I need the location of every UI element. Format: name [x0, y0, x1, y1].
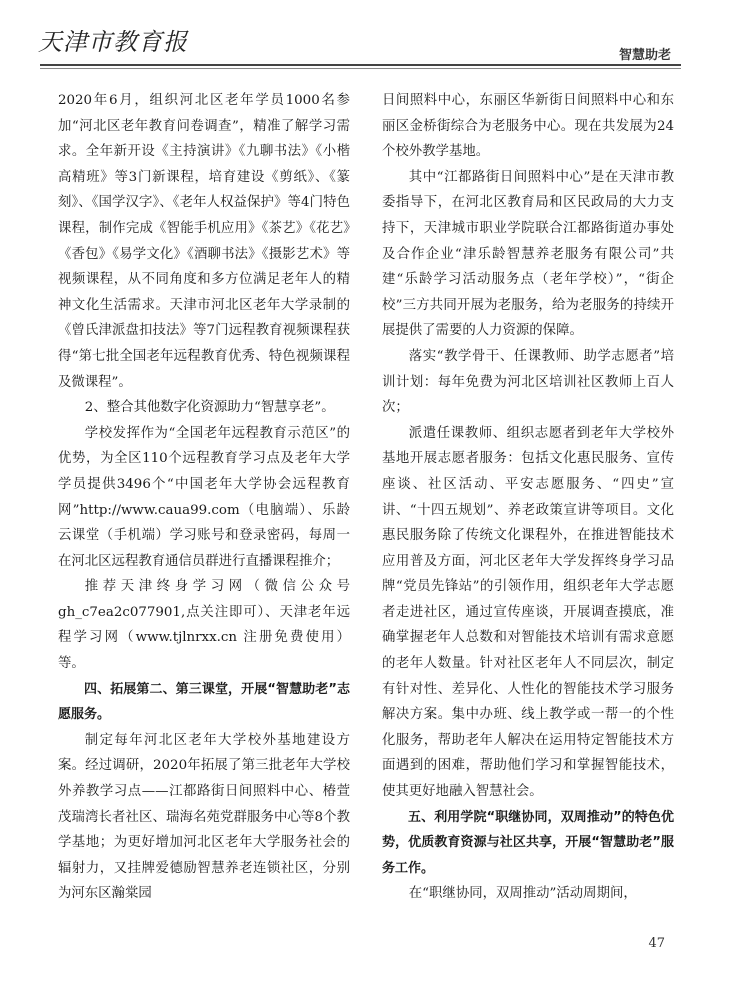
- paragraph: 推荐天津终身学习网（微信公众号gh_c7ea2c077901,点关注即可）、天津老年远程学习网（www.tjlnrxx.cn 注册免费使用）等。: [58, 579, 350, 672]
- right-column: [382, 88, 674, 907]
- paragraph: 落实“教学骨干、任课教师、助学志愿者”培训计划：每年免费为河北区培训社区教师上百人次；: [382, 348, 674, 416]
- paragraph: 派遣任课教师、组织志愿者到老年大学校外基地开展志愿者服务：包括文化惠民服务、宣传座谈、社区活动、平安志愿服务、“四史”宣讲、“十四五规划”、养老政策宣讲等项目。文化惠民服务除了传统文化课程外，在推进智能技术应用普及方面，河北区老年大学发挥终身学习品牌“党员先锋站”的引领作用，组织老年大学志愿者走进社区，通过宣传座谈，开展调查摸底，准确掌握老年人总数和对智能技术培训有需求意愿的老年人数量。针对社区老年人不同层次，制定有针对性、差异化、人性化的智能技术学习服务解决方案。集中办班、线上教学或一帮一的个性化服务，帮助老年人解决在运用特定智能技术方面遇到的困难，帮助他们学习和掌握智能技术，使其更好地融入智慧社会。: [382, 425, 674, 800]
- paragraph: 在“职继协同，双周推动”活动周期间，: [408, 886, 637, 902]
- subheading: 2、整合其他数字化资源助力“智慧享老”。: [84, 400, 335, 416]
- left-column: [58, 88, 350, 907]
- paragraph: 其中“江都路街日间照料中心”是在天津市教委指导下，在河北区教育局和区民政局的大力支持下，天津城市职业学院联合江都路街道办事处及合作企业“津乐龄智慧养老服务有限公司”共建“乐龄学习活动服务点（老年学校）”，“街企校”三方共同开展为老服务，给为老服务的持续开展提供了需要的人力资源的保障。: [382, 169, 674, 339]
- publication-logo: 天津市教育报: [38, 28, 188, 56]
- header-divider-thin: [40, 68, 681, 69]
- paragraph: 日间照料中心，东丽区华新街日间照料中心和东丽区金桥街综合为老服务中心。现在共发展为24个校外教学基地。: [382, 93, 674, 160]
- paragraph: 学校发挥作为“全国老年远程教育示范区”的优势，为全区110个远程教育学习点及老年大学学员提供3496个“中国老年大学协会远程教育网”http://www.caua99.com（电脑端）、乐龄云课堂（手机端）学习账号和登录密码，每周一在河北区远程教育通信员群进行直播课程推介；: [58, 425, 350, 569]
- page-number: 47: [648, 936, 665, 951]
- section-heading: 四、拓展第二、第三课堂，开展“智慧助老”志愿服务。: [58, 681, 350, 723]
- section-title: 智慧助老: [618, 48, 671, 63]
- paragraph: 制定每年河北区老年大学校外基地建设方案。经过调研，2020年拓展了第三批老年大学校外养教学习点——江都路街日间照料中心、椿萱茂瑞湾长者社区、瑞海名苑党群服务中心等8个教学基地；为更好增加河北区老年大学服务社会的辐射力，又挂牌爱德励智慧养老连锁社区，分别为河东区瀚棠园: [58, 732, 350, 902]
- section-heading: 五、利用学院“职继协同，双周推动”的特色优势，优质教育资源与社区共享，开展“智慧助老”服务工作。: [382, 809, 674, 876]
- header-divider: [40, 64, 681, 66]
- paragraph: 2020年6月，组织河北区老年学员1000名参加“河北区老年教育问卷调查”，精准了解学习需求。全年新开设《主持演讲》《九聊书法》《小楷高精班》等3门新课程，培育建设《剪纸》、《篆刻》、《国学汉字》、《老年人权益保护》等4门特色课程，制作完成《智能手机应用》《茶艺》《花艺》《香包》《易学文化》《酒聊书法》《摄影艺术》等视频课程，从不同角度和多方位满足老年人的精神文化生活需求。天津市河北区老年大学录制的《曾氏津派盘扣技法》等7门远程教育视频课程获得“第七批全国老年远程教育优秀、特色视频课程及微课程”。: [58, 93, 350, 390]
